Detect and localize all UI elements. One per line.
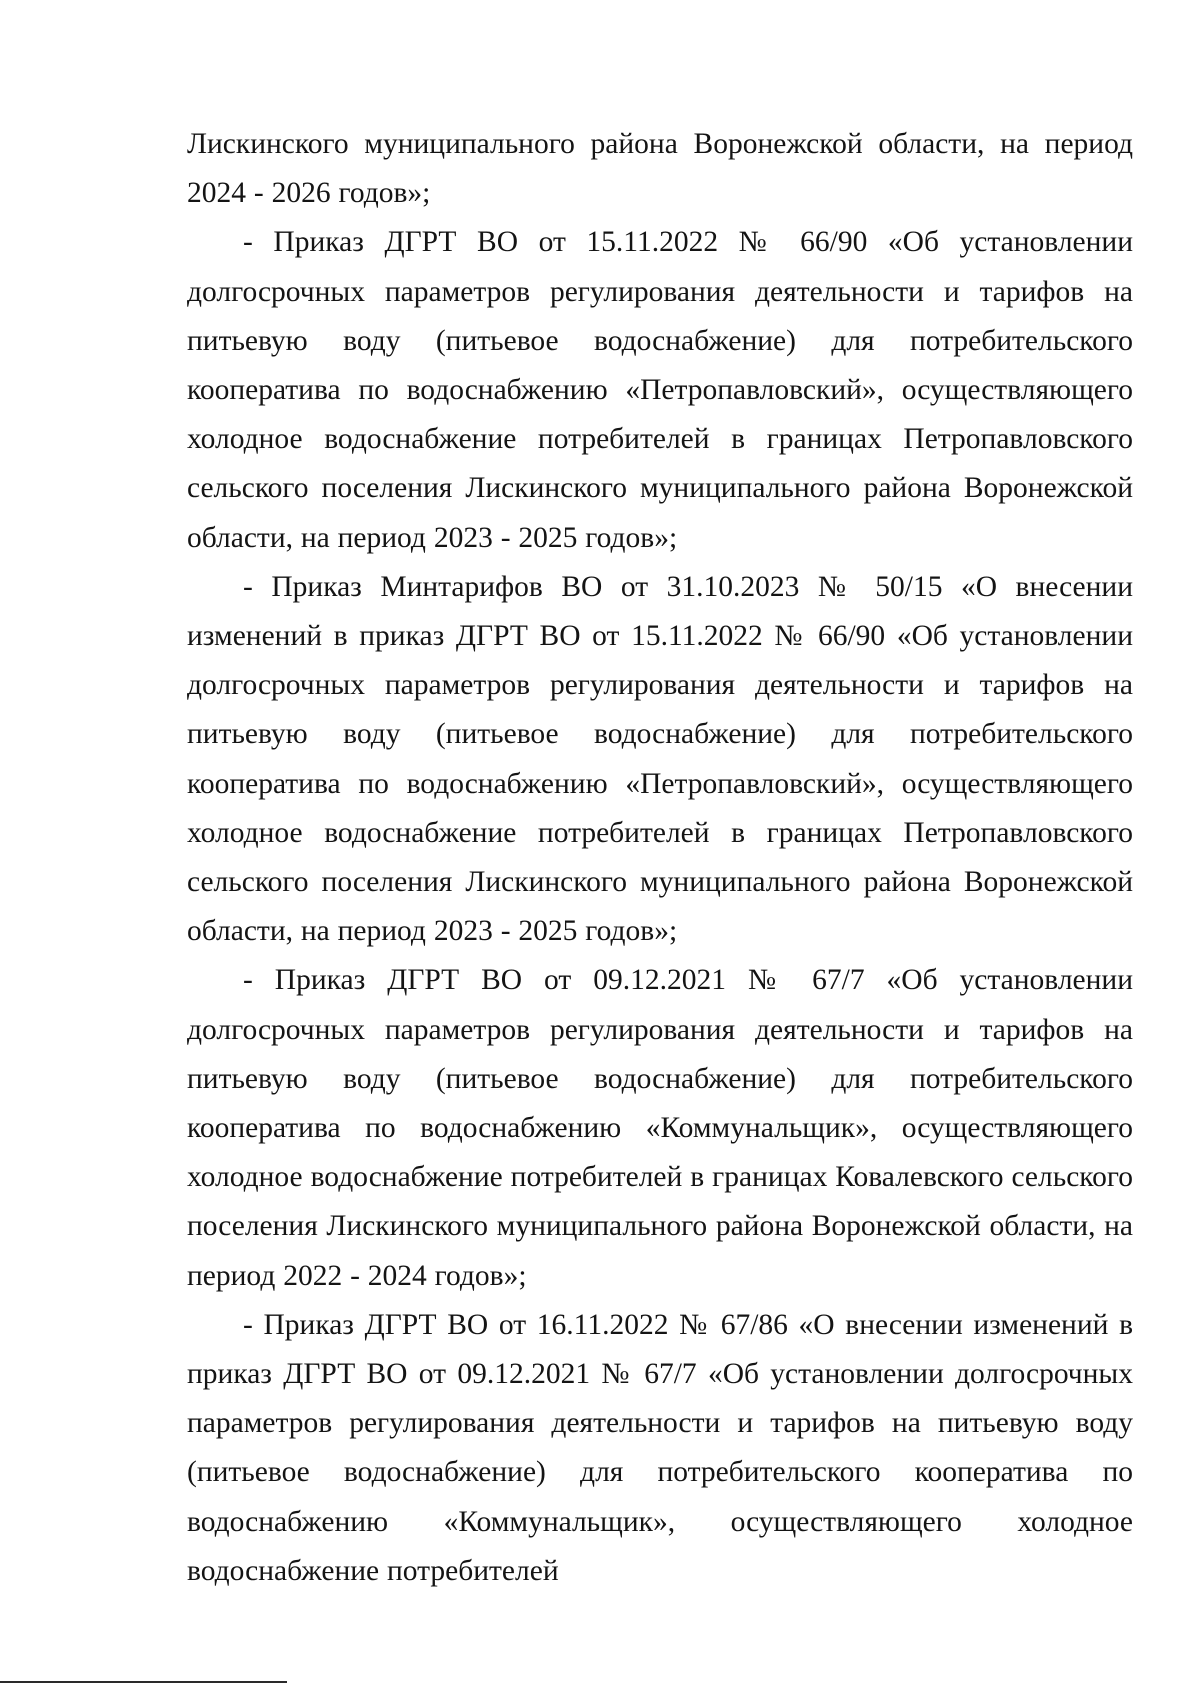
paragraph-order-67-86: - Приказ ДГРТ ВО от 16.11.2022 № 67/86 «О внесении изменений в приказ ДГРТ ВО от 09.12.2021 № 67/7 «Об установлении долгосрочных параметров регулирования деятельности и тарифов на питьевую воду (питьевое водоснабжение) для потребительского кооператива по водоснабжению «Коммунальщик», осуществляющего холодное водоснабжение потребителей bbox=[187, 1308, 1133, 1587]
footer-rule bbox=[0, 1681, 287, 1683]
paragraph-continuation: Лискинского муниципального района Воронежской области, на период 2024 - 2026 годов»; bbox=[187, 128, 1133, 210]
paragraph-order-66-90: - Приказ ДГРТ ВО от 15.11.2022 № 66/90 «Об установлении долгосрочных параметров регулирования деятельности и тарифов на питьевую воду (питьевое водоснабжение) для потребительского кооператива по водоснабжению «Петропавловский», осуществляющего холодное водоснабжение потребителей в границах Петропавловского сельского поселения Лискинского муниципального района Воронежской области, на период 2023 - 2025 годов»; bbox=[187, 226, 1133, 554]
paragraph-order-67-7: - Приказ ДГРТ ВО от 09.12.2021 № 67/7 «Об установлении долгосрочных параметров регулирования деятельности и тарифов на питьевую воду (питьевое водоснабжение) для потребительского кооператива по водоснабжению «Коммунальщик», осуществляющего холодное водоснабжение потребителей в границах Ковалевского сельского поселения Лискинского муниципального района Воронежской области, на период 2022 - 2024 годов»; bbox=[187, 964, 1133, 1292]
paragraph-order-50-15: - Приказ Минтарифов ВО от 31.10.2023 № 50/15 «О внесении изменений в приказ ДГРТ ВО от 15.11.2022 № 66/90 «Об установлении долгосрочных параметров регулирования деятельности и тарифов на питьевую воду (питьевое водоснабжение) для потребительского кооператива по водоснабжению «Петропавловский», осуществляющего холодное водоснабжение потребителей в границах Петропавловского сельского поселения Лискинского муниципального района Воронежской области, на период 2023 - 2025 годов»; bbox=[187, 570, 1133, 948]
document-body bbox=[187, 120, 1133, 1596]
